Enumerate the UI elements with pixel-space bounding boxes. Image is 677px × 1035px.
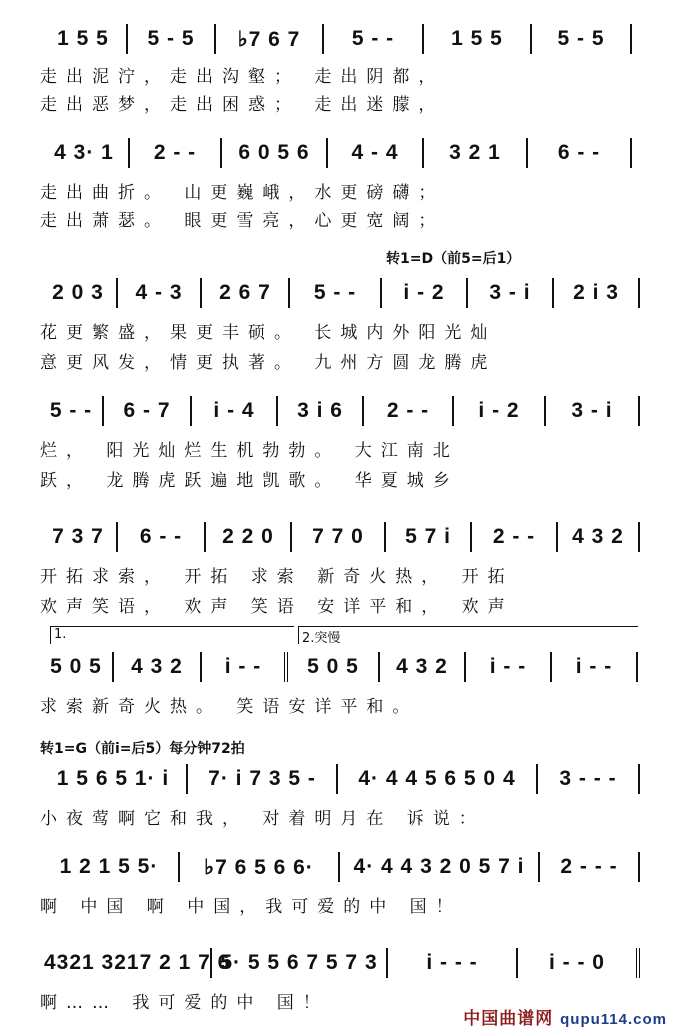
measure: 5 0 5 bbox=[40, 652, 114, 682]
volta-1-bracket bbox=[50, 626, 294, 644]
measure: i - - bbox=[552, 652, 638, 682]
measure: i - 2 bbox=[454, 396, 546, 426]
lyric-line: 求索新奇火热。 笑语安详平和。 bbox=[40, 697, 419, 716]
measure: i - 2 bbox=[382, 278, 468, 308]
measure: 6 - - bbox=[118, 522, 206, 552]
measure: ♭7 6 5 6 6· bbox=[180, 852, 340, 882]
lyric-verse-2: 欢声笑语， 欢声 笑语 安详平和， 欢声 bbox=[40, 597, 514, 616]
key-change-annotation: 转1=G（前i=后5）每分钟72拍 bbox=[40, 741, 245, 757]
measure: 1 2 1 5 5· bbox=[40, 852, 180, 882]
measure: 4 3· 1 bbox=[40, 138, 130, 168]
notation-line bbox=[40, 278, 640, 308]
measure: 1 5 5 bbox=[40, 24, 128, 54]
watermark-site-name: 中国曲谱网 bbox=[463, 1009, 554, 1029]
notation-line bbox=[40, 764, 640, 794]
measure: 4321 3217 2 1 7 6 bbox=[40, 948, 212, 978]
lyric-verse-1: 烂， 阳光灿烂生机勃勃。 大江南北 bbox=[40, 441, 459, 460]
lyric-verse-2: 跃， 龙腾虎跃遍地凯歌。 华夏城乡 bbox=[40, 471, 459, 490]
measure: 7· i 7 3 5 - bbox=[188, 764, 338, 794]
measure: 4 3 2 bbox=[558, 522, 640, 552]
measure: 1 5 6 5 1· i bbox=[40, 764, 188, 794]
notation-line bbox=[40, 652, 640, 682]
measure: 3 i 6 bbox=[278, 396, 364, 426]
measure: 5· 5 5 6 7 5 7 3 bbox=[212, 948, 388, 978]
volta-1-label: 1. bbox=[54, 627, 67, 642]
measure: 5 - - bbox=[290, 278, 382, 308]
measure: 2 6 7 bbox=[202, 278, 290, 308]
notation-line bbox=[40, 138, 640, 168]
measure: 1 5 5 bbox=[424, 24, 532, 54]
measure: 5 7 i bbox=[386, 522, 472, 552]
measure: 3 2 1 bbox=[424, 138, 528, 168]
measure: 2 i 3 bbox=[554, 278, 640, 308]
measure: 3 - i bbox=[546, 396, 640, 426]
measure: ♭7 6 7 bbox=[216, 24, 324, 54]
notation-line bbox=[40, 852, 640, 882]
volta-2-label: 2.突慢 bbox=[302, 631, 341, 646]
measure: 3 - i bbox=[468, 278, 554, 308]
notation-line bbox=[40, 522, 640, 552]
measure: 2 2 0 bbox=[206, 522, 292, 552]
lyric-verse-1: 走出曲折。 山更巍峨，水更磅礴； bbox=[40, 183, 445, 202]
measure: 4 3 2 bbox=[380, 652, 466, 682]
measure: 5 - - bbox=[324, 24, 424, 54]
measure: i - - bbox=[202, 652, 288, 682]
notation-line bbox=[40, 396, 640, 426]
notation-line bbox=[40, 24, 640, 54]
measure: 4 3 2 bbox=[114, 652, 202, 682]
watermark-url: qupu114.com bbox=[560, 1011, 667, 1028]
measure: 6 - 7 bbox=[104, 396, 192, 426]
measure: 4· 4 4 3 2 0 5 7 i bbox=[340, 852, 540, 882]
measure: 6 - - bbox=[528, 138, 632, 168]
measure: 4· 4 4 5 6 5 0 4 bbox=[338, 764, 538, 794]
measure: 3 - - - bbox=[538, 764, 640, 794]
measure: i - - 0 bbox=[518, 948, 640, 978]
lyric-line: 小夜莺啊它和我， 对着明月在 诉说： bbox=[40, 809, 485, 828]
measure: 4 - 4 bbox=[328, 138, 424, 168]
lyric-verse-2: 走出萧瑟。 眼更雪亮，心更宽阔； bbox=[40, 211, 445, 230]
lyric-verse-1: 花更繁盛，果更丰硕。 长城内外阳光灿 bbox=[40, 323, 497, 342]
volta-2-bracket bbox=[298, 626, 638, 644]
measure: i - 4 bbox=[192, 396, 278, 426]
measure: 6 0 5 6 bbox=[222, 138, 328, 168]
measure: 4 - 3 bbox=[118, 278, 202, 308]
lyric-verse-1: 走出泥泞，走出沟壑； 走出阴都， bbox=[40, 67, 445, 86]
measure: 2 - - bbox=[364, 396, 454, 426]
lyric-verse-2: 意更风发，情更执著。 九州方圆龙腾虎 bbox=[40, 353, 497, 372]
measure: 7 7 0 bbox=[292, 522, 386, 552]
site-watermark bbox=[463, 1004, 667, 1029]
lyric-line: 啊 中国 啊 中国，我可爱的中 国！ bbox=[40, 897, 462, 916]
measure: 5 - - bbox=[40, 396, 104, 426]
measure: 5 - 5 bbox=[128, 24, 216, 54]
measure: 2 - - bbox=[472, 522, 558, 552]
measure: 7 3 7 bbox=[40, 522, 118, 552]
measure: 5 0 5 bbox=[288, 652, 380, 682]
notation-line bbox=[40, 948, 640, 978]
measure: 2 - - bbox=[130, 138, 222, 168]
lyric-line: 啊…… 我可爱的中 国！ bbox=[40, 993, 329, 1012]
measure: 2 - - - bbox=[540, 852, 640, 882]
measure: i - - - bbox=[388, 948, 518, 978]
key-change-annotation: 转1=D（前5=后1） bbox=[386, 251, 521, 267]
measure: i - - bbox=[466, 652, 552, 682]
measure: 5 - 5 bbox=[532, 24, 632, 54]
measure: 2 0 3 bbox=[40, 278, 118, 308]
lyric-verse-2: 走出恶梦，走出困惑； 走出迷朦， bbox=[40, 95, 445, 114]
lyric-verse-1: 开拓求索， 开拓 求索 新奇火热， 开拓 bbox=[40, 567, 514, 586]
